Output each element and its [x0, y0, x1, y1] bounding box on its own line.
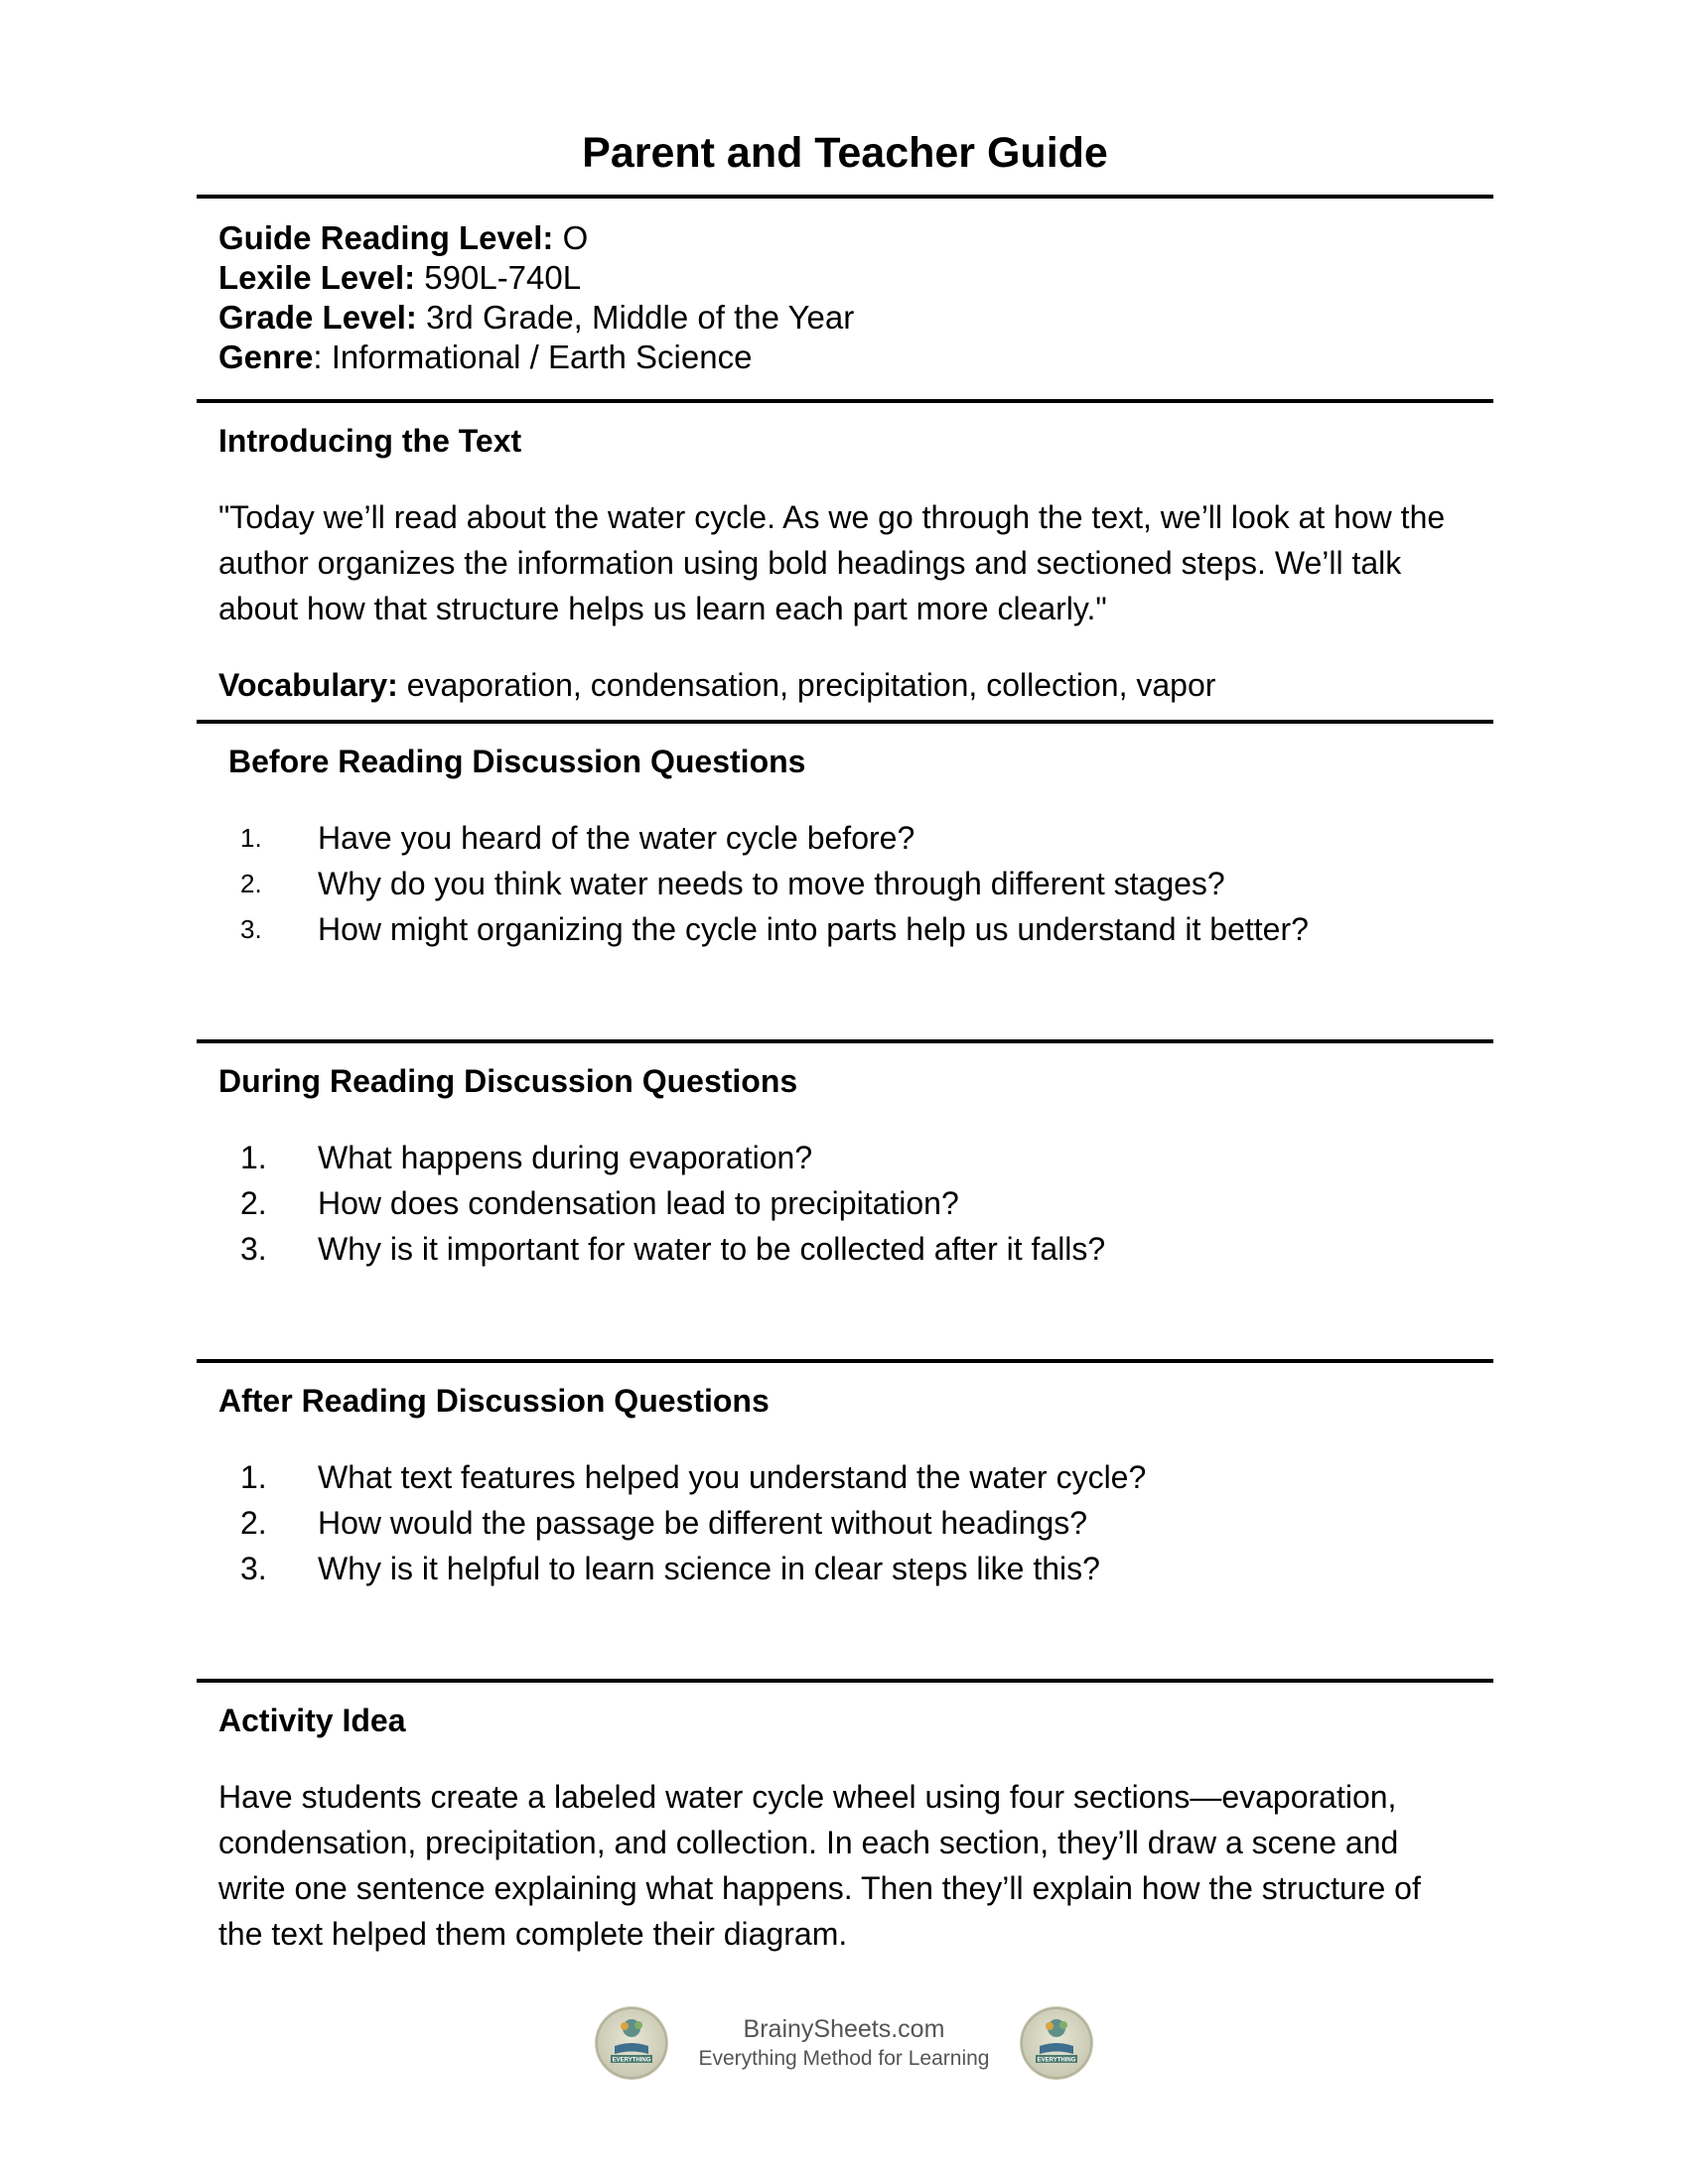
- svg-text:EVERYTHING: EVERYTHING: [1037, 2057, 1075, 2064]
- during-reading-questions: [218, 1135, 1472, 1272]
- activity-idea-section: [197, 1683, 1493, 1957]
- footer-text: [698, 2013, 989, 2073]
- before-reading-section: [197, 724, 1493, 1039]
- item-text: What text features helped you understand the water cycle?: [318, 1459, 1147, 1495]
- activity-text: Have students create a labeled water cycle wheel using four sections—evaporation, condensation, precipitation, and collection. In each section, they’ll draw a scene and write one sentence explaining what happens. Then they’ll explain how the structure of the text helped them complete their diagram.: [218, 1779, 1421, 1952]
- reading-level-label: Guide Reading Level:: [218, 219, 554, 256]
- item-number: 3.: [240, 1231, 267, 1267]
- lexile-level-value: 590L-740L: [415, 259, 582, 296]
- item-text: Why is it helpful to learn science in clear steps like this?: [318, 1551, 1100, 1586]
- before-reading-questions: [218, 815, 1472, 952]
- section-heading: During Reading Discussion Questions: [218, 1063, 798, 1099]
- section-heading: Introducing the Text: [218, 423, 522, 459]
- item-number: 2.: [240, 869, 262, 898]
- document-page: [197, 0, 1493, 1957]
- item-number: 3.: [240, 914, 262, 944]
- list-item: [218, 1546, 1472, 1591]
- after-reading-section: [197, 1363, 1493, 1679]
- list-item: [218, 906, 1472, 952]
- item-text: Have you heard of the water cycle before?: [318, 820, 915, 856]
- vocabulary-line: [218, 665, 1472, 705]
- after-reading-questions: [218, 1454, 1472, 1591]
- grade-level-label: Grade Level:: [218, 299, 417, 336]
- guide-metadata: [197, 199, 1493, 399]
- list-item: [218, 1226, 1472, 1272]
- lexile-level-row: [218, 258, 1472, 298]
- item-number: 1.: [240, 823, 262, 853]
- list-item: [218, 1135, 1472, 1180]
- item-text: How would the passage be different without headings?: [318, 1505, 1088, 1541]
- grade-level-value: 3rd Grade, Middle of the Year: [416, 299, 855, 336]
- brainysheets-logo-icon: [1020, 2006, 1093, 2080]
- item-text: How might organizing the cycle into parts help us understand it better?: [318, 911, 1309, 947]
- reading-level-row: [218, 218, 1472, 258]
- list-item: [218, 861, 1472, 906]
- genre-value: : Informational / Earth Science: [313, 339, 753, 375]
- item-number: 2.: [240, 1185, 267, 1221]
- footer: [0, 2003, 1688, 2083]
- page-title: Parent and Teacher Guide: [582, 129, 1108, 177]
- footer-tagline: Everything Method for Learning: [698, 2047, 990, 2070]
- item-text: How does condensation lead to precipitation?: [318, 1185, 959, 1221]
- item-text: Why do you think water needs to move through different stages?: [318, 866, 1225, 901]
- grade-level-row: [218, 298, 1472, 338]
- vocabulary-label: Vocabulary:: [218, 667, 398, 703]
- lexile-level-label: Lexile Level:: [218, 259, 416, 296]
- item-number: 1.: [240, 1140, 267, 1175]
- item-number: 2.: [240, 1505, 267, 1541]
- vocabulary-words: evaporation, condensation, precipitation, collection, vapor: [397, 667, 1216, 703]
- item-number: 3.: [240, 1551, 267, 1586]
- footer-site: BrainySheets.com: [743, 2015, 945, 2043]
- genre-label: Genre: [218, 339, 314, 375]
- list-item: [218, 1180, 1472, 1226]
- brainysheets-logo-icon: [595, 2006, 668, 2080]
- svg-text:EVERYTHING: EVERYTHING: [613, 2057, 651, 2064]
- introducing-the-text-section: [197, 403, 1493, 720]
- item-text: What happens during evaporation?: [318, 1140, 813, 1175]
- section-heading: Activity Idea: [218, 1703, 406, 1738]
- during-reading-section: [197, 1043, 1493, 1359]
- list-item: [218, 1500, 1472, 1546]
- item-text: Why is it important for water to be collected after it falls?: [318, 1231, 1106, 1267]
- section-heading: Before Reading Discussion Questions: [228, 744, 806, 779]
- list-item: [218, 1454, 1472, 1500]
- section-heading: After Reading Discussion Questions: [218, 1383, 770, 1419]
- genre-row: [218, 338, 1472, 377]
- intro-quote: "Today we’ll read about the water cycle. As we go through the text, we’ll look at how the author organizes the information using bold headings and sectioned steps. We’ll talk about how that structure helps us learn each part more clearly.": [218, 499, 1446, 626]
- list-item: [218, 815, 1472, 861]
- reading-level-value: O: [553, 219, 589, 256]
- item-number: 1.: [240, 1459, 267, 1495]
